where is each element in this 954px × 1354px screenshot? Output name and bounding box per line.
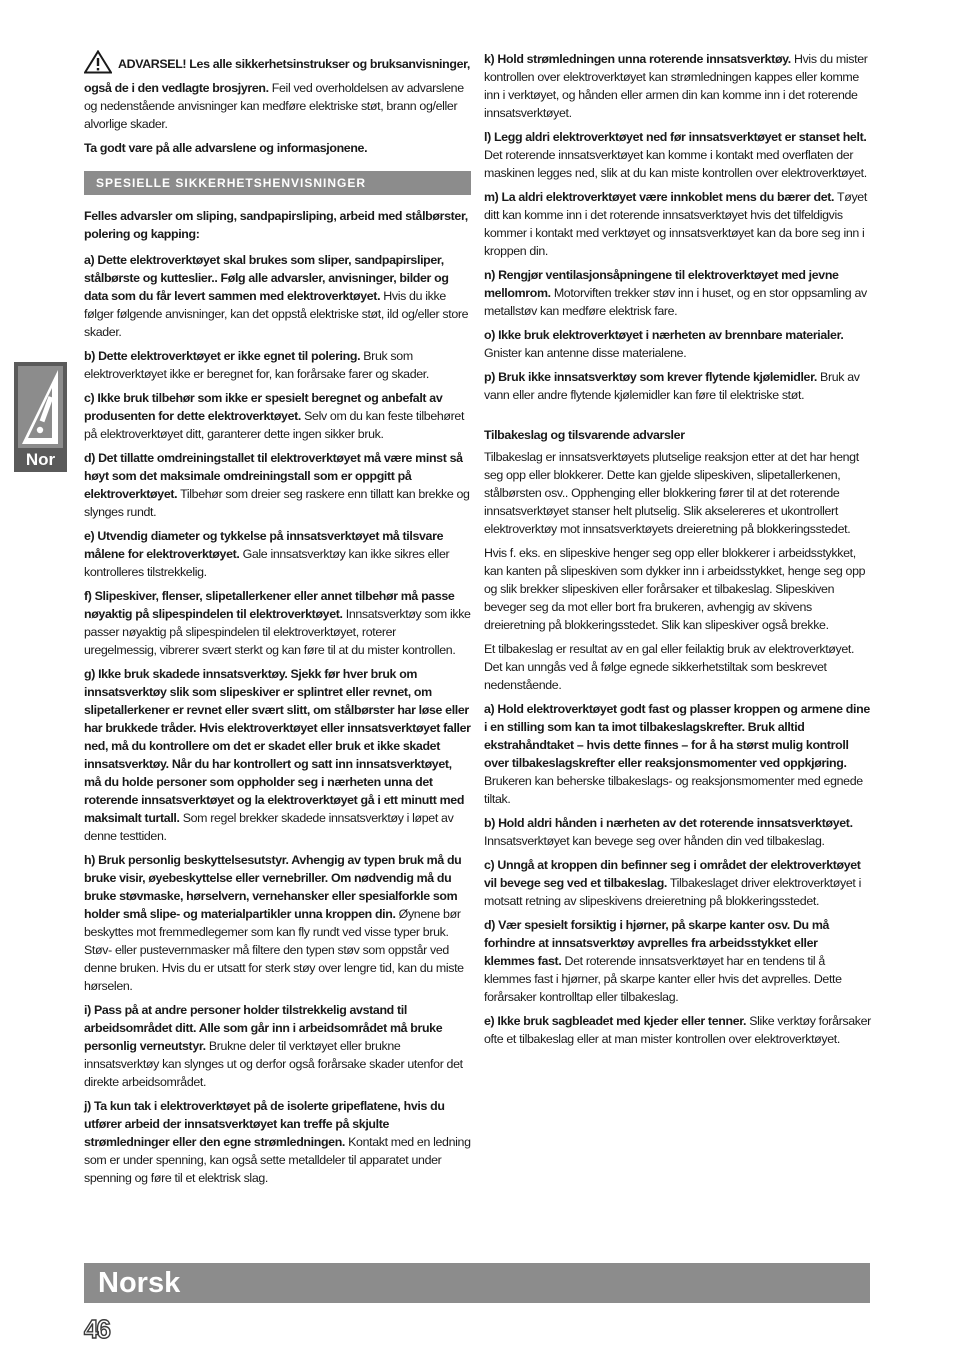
safety-item-text: Innsatsverktøy som ikke passer nøyaktig på slipespindelen til elektroverktøyet, roterer uregelmessig, vibrerer svært sterkt og kan føre til at du mister kontrollen. — [84, 607, 471, 657]
safety-item-text: Slike verktøy forårsaker ofte et tilbakeslag eller at man mister kontrollen over elektroverktøyet. — [484, 1014, 871, 1046]
safety-item — [484, 700, 871, 808]
safety-item-title: a) Hold elektroverktøyet godt fast og plasser kroppen og armene dine i en stilling som kan ta imot tilbakeslagskrefter. Bruk alltid ekstrahåndtaket – hvis dette finnes – for å ha størst mulig kontroll over tilbakeslagskrefter eller reaksjonsmomenter ved oppkjøring. — [484, 702, 870, 770]
safety-item-text: Bruk som elektroverktøyet ikke er beregnet for, kan forårsake farer og skader. — [84, 349, 429, 381]
safety-item-title: f) Slipeskiver, flenser, slipetallerkener eller annet tilbehør må passe nøyaktig på slipespindelen til elektroverktøyet. — [84, 589, 455, 621]
footer-title: Norsk — [98, 1267, 181, 1299]
safety-item-title: p) Bruk ikke innsatsverktøy som krever flytende kjølemidler. — [484, 370, 817, 384]
safety-item-text: Selv om du kan feste tilbehøret på elektroverktøyet ditt, garanterer dette ingen sikker bruk. — [84, 409, 465, 441]
safety-item-title: c) Unngå at kroppen din befinner seg i området der elektroverktøyet vil bevege seg ved et tilbakeslag. — [484, 858, 861, 890]
safety-item-title: b) Dette elektroverktøyet er ikke egnet til polering. — [84, 349, 361, 363]
safety-item — [84, 1001, 471, 1091]
safety-item — [84, 665, 471, 845]
page-number: 46 — [84, 1314, 109, 1344]
safety-item — [84, 1097, 471, 1187]
safety-item-title: l) Legg aldri elektroverktøyet ned før innsatsverktøyet er stanset helt. — [484, 130, 867, 144]
warning-text: Feil ved overholdelsen av advarslene og nedenstående anvisninger kan medføre elektriske støt, brann og/eller alvorlige skader. — [84, 81, 464, 131]
safety-item-title: c) Ikke bruk tilbehør som ikke er spesielt beregnet og anbefalt av produsenten for dette elektroverktøyet. — [84, 391, 443, 423]
warning-lead: ADVARSEL! Les alle sikkerhetsinstrukser og bruksanvisninger, også de i den vedlagte brosjyren. — [84, 57, 470, 95]
safety-item-title: m) La aldri elektroverktøyet være innkoblet mens du bærer det. — [484, 190, 835, 204]
safety-item — [84, 449, 471, 521]
safety-item — [484, 1012, 871, 1048]
warning-paragraph — [84, 50, 471, 133]
safety-item-text: Brukeren kan beherske tilbakeslags- og reaksjonsmomenter med egnede tiltak. — [484, 774, 863, 806]
intro-heading: Felles advarsler om sliping, sandpapirsliping, arbeid med stålbørster, polering og kapping: — [84, 209, 468, 241]
safety-item — [84, 587, 471, 659]
safety-item-title: d) Det tillatte omdreiningstallet til elektroverktøyet må være minst så høyt som det maksimale omdreiningstall som er oppgitt på elektroverktøyet. — [84, 451, 463, 501]
safety-item-text: Motorviften trekker støv inn i huset, og en stor oppsamling av metallstøv kan medføre elektrisk fare. — [484, 286, 867, 318]
safety-item-title: a) Dette elektroverktøyet skal brukes som sliper, sandpapirsliper, stålbørste og kutteslier.. Følg alle advarsler, anvisninger, bilder og data som du får levert sammen med elektroverktøyet. — [84, 253, 449, 303]
safety-item — [484, 128, 871, 182]
safety-item-text: Bruk av vann eller andre flytende kjølemidler kan føre til elektriske støt. — [484, 370, 860, 402]
kickback-paragraph: Et tilbakeslag er resultat av en gal eller feilaktig bruk av elektroverktøyet. Det kan unngås ved å følge egnede sikkerhetstiltak som beskrevet nedenstående. — [484, 642, 855, 692]
safety-item-text: Brukne deler til verktøyet eller brukne innsatsverktøy kan slynges ut og derfor også forårsake skader utenfor det direkte arbeidsområdet. — [84, 1039, 463, 1089]
language-side-tab — [14, 362, 67, 472]
kickback-items-list — [484, 700, 871, 1048]
safety-item — [84, 389, 471, 443]
safety-item-text: Gale innsatsverktøy kan ikke sikres eller kontrolleres tilstrekkelig. — [84, 547, 450, 579]
safety-item-title: h) Bruk personlig beskyttelsesutstyr. Avhengig av typen bruk må du bruke visir, øyebeskyttelse eller vernebriller. Om nødvendig må du bruke støvmaske, hørselvern, vernehansker eller spesialforkle som holder små slipe- og materialpartikler unna kroppen din. — [84, 853, 462, 921]
safety-item-text: Kontakt med en ledning som er under spenning, kan også sette metalldeler til apparatet under spenning og føre til et elektrisk slag. — [84, 1135, 471, 1185]
safety-item — [484, 266, 871, 320]
safety-item-title: d) Vær spesielt forsiktig i hjørner, på skarpe kanter osv. Du må forhindre at innsatsverktøy avprelles fra arbeidsstykket eller klemmes fast. — [484, 918, 830, 968]
safety-item-text: Øynene bør beskyttes mot fremmedlegemer som kan fly rundt ved visse typer bruk. Støv- eller pustevernmasker må filtere den typen støv som oppstår ved denne bruken. Hvis du er utsatt for sterk støy over lengre tid, kan du miste hørselen. — [84, 907, 464, 993]
right-items-list — [484, 50, 871, 404]
safety-item-title: i) Pass på at andre personer holder tilstrekkelig avstand til arbeidsområdet ditt. Alle som går inn i arbeidsområdet må bruke personlig verneutstyr. — [84, 1003, 443, 1053]
safety-item-title: j) Ta kun tak i elektroverktøyet på de isolerte gripeflatene, hvis du utfører arbeid der innsatsverktøyet kan treffe på skjulte strømledninger eller den egne strømledningen. — [84, 1099, 445, 1149]
safety-item-text: Innsatsverktøyet kan bevege seg over hånden din ved tilbakeslag. — [484, 834, 825, 848]
safety-item — [84, 251, 471, 341]
safety-item-text: Hvis du ikke følger følgende anvisninger, kan det oppstå elektriske støt, ild og/eller store skader. — [84, 289, 469, 339]
kickback-paragraph: Tilbakeslag er innsatsverktøyets plutselige reaksjon etter at det har hengt seg opp eller blokkerer. Dette kan gjelde slipeskiven, slipetallerkenen, stålbørsten osv.. Opphenging eller blokkering fører til at det roterende innsatsverktøyet stanser helt plutselig. Slik akselereres et ukontrollert elektroverktøy mot innsatsverktøyets dreieretning på blokkeringsstedet. — [484, 450, 859, 536]
safety-item-title: e) Ikke bruk sagbleadet med kjeder eller tenner. — [484, 1014, 747, 1028]
exclamation-icon — [18, 366, 63, 448]
safety-item-text: Tilbakeslaget driver elektroverktøyet i motsatt retning av slipeskivens dreieretning på blokkeringsstedet. — [484, 876, 861, 908]
side-tab-label: Nor — [25, 450, 56, 469]
safety-item-text: Det roterende innsatsverktøyet har en tendens til å klemmes fast i hjørner, på skarpe kanter eller hvis det avprelles. Dette forårsaker kontrolltap eller tilbakeslag. — [484, 954, 842, 1004]
safety-item-title: k) Hold strømledningen unna roterende innsatsverktøy. — [484, 52, 791, 66]
safety-item — [484, 856, 871, 910]
safety-item — [84, 527, 471, 581]
safety-item-text: Gnister kan antenne disse materialene. — [484, 346, 687, 360]
warning-triangle-icon — [84, 50, 112, 79]
safety-item — [484, 814, 871, 850]
kickback-paragraph: Hvis f. eks. en slipeskive henger seg opp eller blokkerer i arbeidsstykket, kan kanten på slipeskiven som dykker inn i arbeidsstykket, henge seg opp og slik brekker slipeskiven eller forårsaker et tilbakeslag. Slipeskiven beveger seg da mot eller bort fra brukeren, avhengig av skivens dreieretning på blokkeringsstedet. Slik kan slipeskiver også brekke. — [484, 546, 866, 632]
safety-item — [84, 347, 471, 383]
left-items-list — [84, 251, 471, 1187]
safety-item-title: g) Ikke bruk skadede innsatsverktøy. Sjekk før hver bruk om innsatsverktøy slik som slipeskiver er splintret eller revnet, om slipetallerkener er revnet eller svært slitt, om stålbørster har løse eller har brukkede tråder. Hvis elektroverktøyet eller innsatsverktøyet faller ned, må du kontrollere om det er skadet eller bruk et ikke skadet innsatsverktøy. Når du har kontrollert og satt inn innsatsverktøyet, må du holde personer som oppholder seg i nærheten unna det roterende innsatsverktøyet og la elektroverktøyet gå i ett minutt med maksimalt turtall. — [84, 667, 471, 825]
safety-item-text: Tilbehør som dreier seg raskere enn tillatt kan brekke og slynges rundt. — [84, 487, 470, 519]
left-column — [84, 50, 471, 1193]
safety-item — [484, 916, 871, 1006]
safety-item-text: Det roterende innsatsverktøyet kan komme i kontakt med overflaten der maskinen legges ned, slik at du kan miste kontrollen over elektroverktøyet. — [484, 148, 867, 180]
safety-item — [484, 188, 871, 260]
safety-item-title: b) Hold aldri hånden i nærheten av det roterende innsatsverktøyet. — [484, 816, 853, 830]
footer-language-bar — [84, 1263, 870, 1303]
safety-item — [484, 50, 871, 122]
safety-item-title: n) Rengjør ventilasjonsåpningene til elektroverktøyet med jevne mellomrom. — [484, 268, 839, 300]
section-title-bar: SPESIELLE SIKKERHETSHENVISNINGER — [84, 171, 471, 195]
safety-item — [84, 851, 471, 995]
safety-item-text: Som regel brekker skadede innsatsverktøy i løpet av denne testtiden. — [84, 811, 454, 843]
kickback-heading: Tilbakeslag og tilsvarende advarsler — [484, 428, 685, 442]
safety-item-title: o) Ikke bruk elektroverktøyet i nærheten av brennbare materialer. — [484, 328, 844, 342]
safety-item-title: e) Utvendig diameter og tykkelse på innsatsverktøyet må tilsvare målene for elektroverktøyet. — [84, 529, 444, 561]
warning-note: Ta godt vare på alle advarslene og informasjonene. — [84, 141, 368, 155]
safety-item — [484, 368, 871, 404]
safety-item — [484, 326, 871, 362]
right-column — [484, 50, 871, 1054]
kickback-paragraphs — [484, 448, 871, 694]
safety-item-text: Hvis du mister kontrollen over elektroverktøyet kan strømledningen kappes eller komme inn i verktøyet, og hånden eller armen din kan komme inn i det roterende innsatsverktøyet. — [484, 52, 868, 120]
safety-item-text: Tøyet ditt kan komme inn i det roterende innsatsverktøyet hvis det tilfeldigvis kommer i kontakt med verktøyet og innsatsverktøyet kan da bore seg inn i kroppen din. — [484, 190, 867, 258]
